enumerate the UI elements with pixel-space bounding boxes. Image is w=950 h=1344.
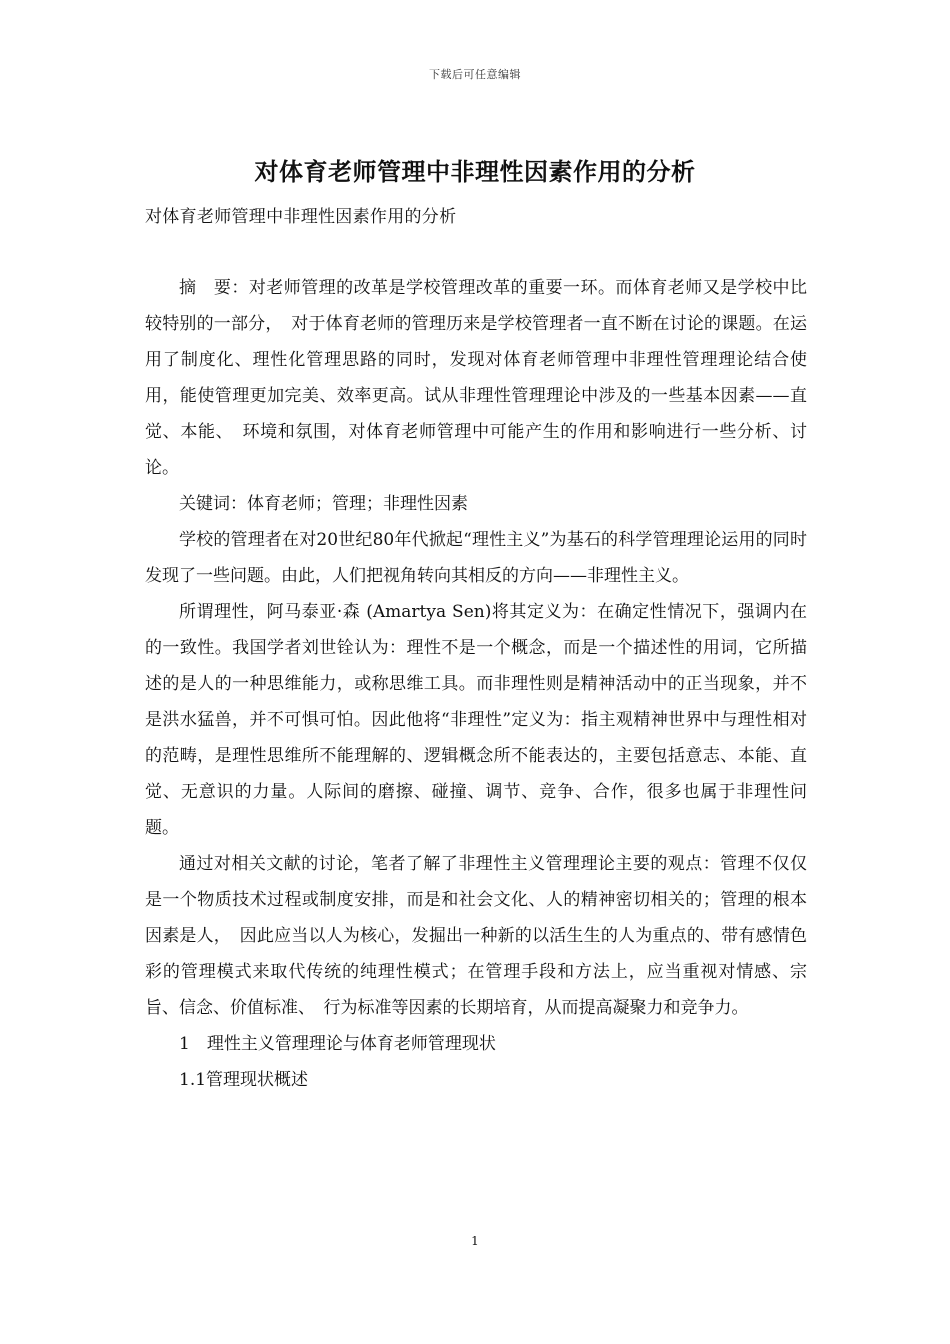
body-paragraph: 通过对相关文献的讨论，笔者了解了非理性主义管理理论主要的观点：管理不仅仅是一个物质技术过程或制度安排，而是和社会文化、人的精神密切相关的；管理的根本因素是人， 因此应当以人为核心，发掘出一种新的以活生生的人为重点的、带有感情色彩的管理模式来取代传统的纯理性模式；在管理手段和方法上，应当重视对情感、宗旨、信念、价值标准、 行为标准等因素的长期培育，从而提高凝聚力和竞争力。 — [145, 854, 807, 1018]
document-title: 对体育老师管理中非理性因素作用的分析 — [254, 157, 696, 186]
section-heading: 1 理性主义管理理论与体育老师管理现状 — [179, 1034, 496, 1054]
header-note: 下载后可任意编辑 — [429, 68, 521, 81]
document-body — [145, 270, 807, 1098]
body-paragraph: 所谓理性，阿马泰亚·森 (Amartya Sen)将其定义为：在确定性情况下，强调内在的一致性。我国学者刘世铨认为：理性不是一个概念，而是一个描述性的用词，它所描述的是人的一种思维能力，或称思维工具。而非理性则是精神活动中的正当现象，并不是洪水猛兽，并不可惧可怕。因此他将“非理性”定义为：指主观精神世界中与理性相对的范畴，是理性思维所不能理解的、逻辑概念所不能表达的，主要包括意志、本能、直觉、无意识的力量。人际间的磨擦、碰撞、调节、竞争、合作，很多也属于非理性问题。 — [145, 602, 807, 838]
subsection-heading: 1.1管理现状概述 — [179, 1070, 309, 1090]
abstract-paragraph: 摘 要：对老师管理的改革是学校管理改革的重要一环。而体育老师又是学校中比较特别的一部分， 对于体育老师的管理历来是学校管理者一直不断在讨论的课题。在运用了制度化、理性化管理思路的同时，发现对体育老师管理中非理性管理理论结合使用，能使管理更加完美、效率更高。试从非理性管理理论中涉及的一些基本因素——直觉、本能、 环境和氛围，对体育老师管理中可能产生的作用和影响进行一些分析、讨论。 — [145, 278, 807, 478]
body-paragraph: 学校的管理者在对20世纪80年代掀起“理性主义”为基石的科学管理理论运用的同时发现了一些问题。由此，人们把视角转向其相反的方向——非理性主义。 — [145, 530, 807, 586]
keywords-paragraph: 关键词：体育老师；管理；非理性因素 — [179, 494, 468, 514]
page-number: 1 — [471, 1234, 479, 1248]
document-subtitle: 对体育老师管理中非理性因素作用的分析 — [145, 207, 457, 227]
